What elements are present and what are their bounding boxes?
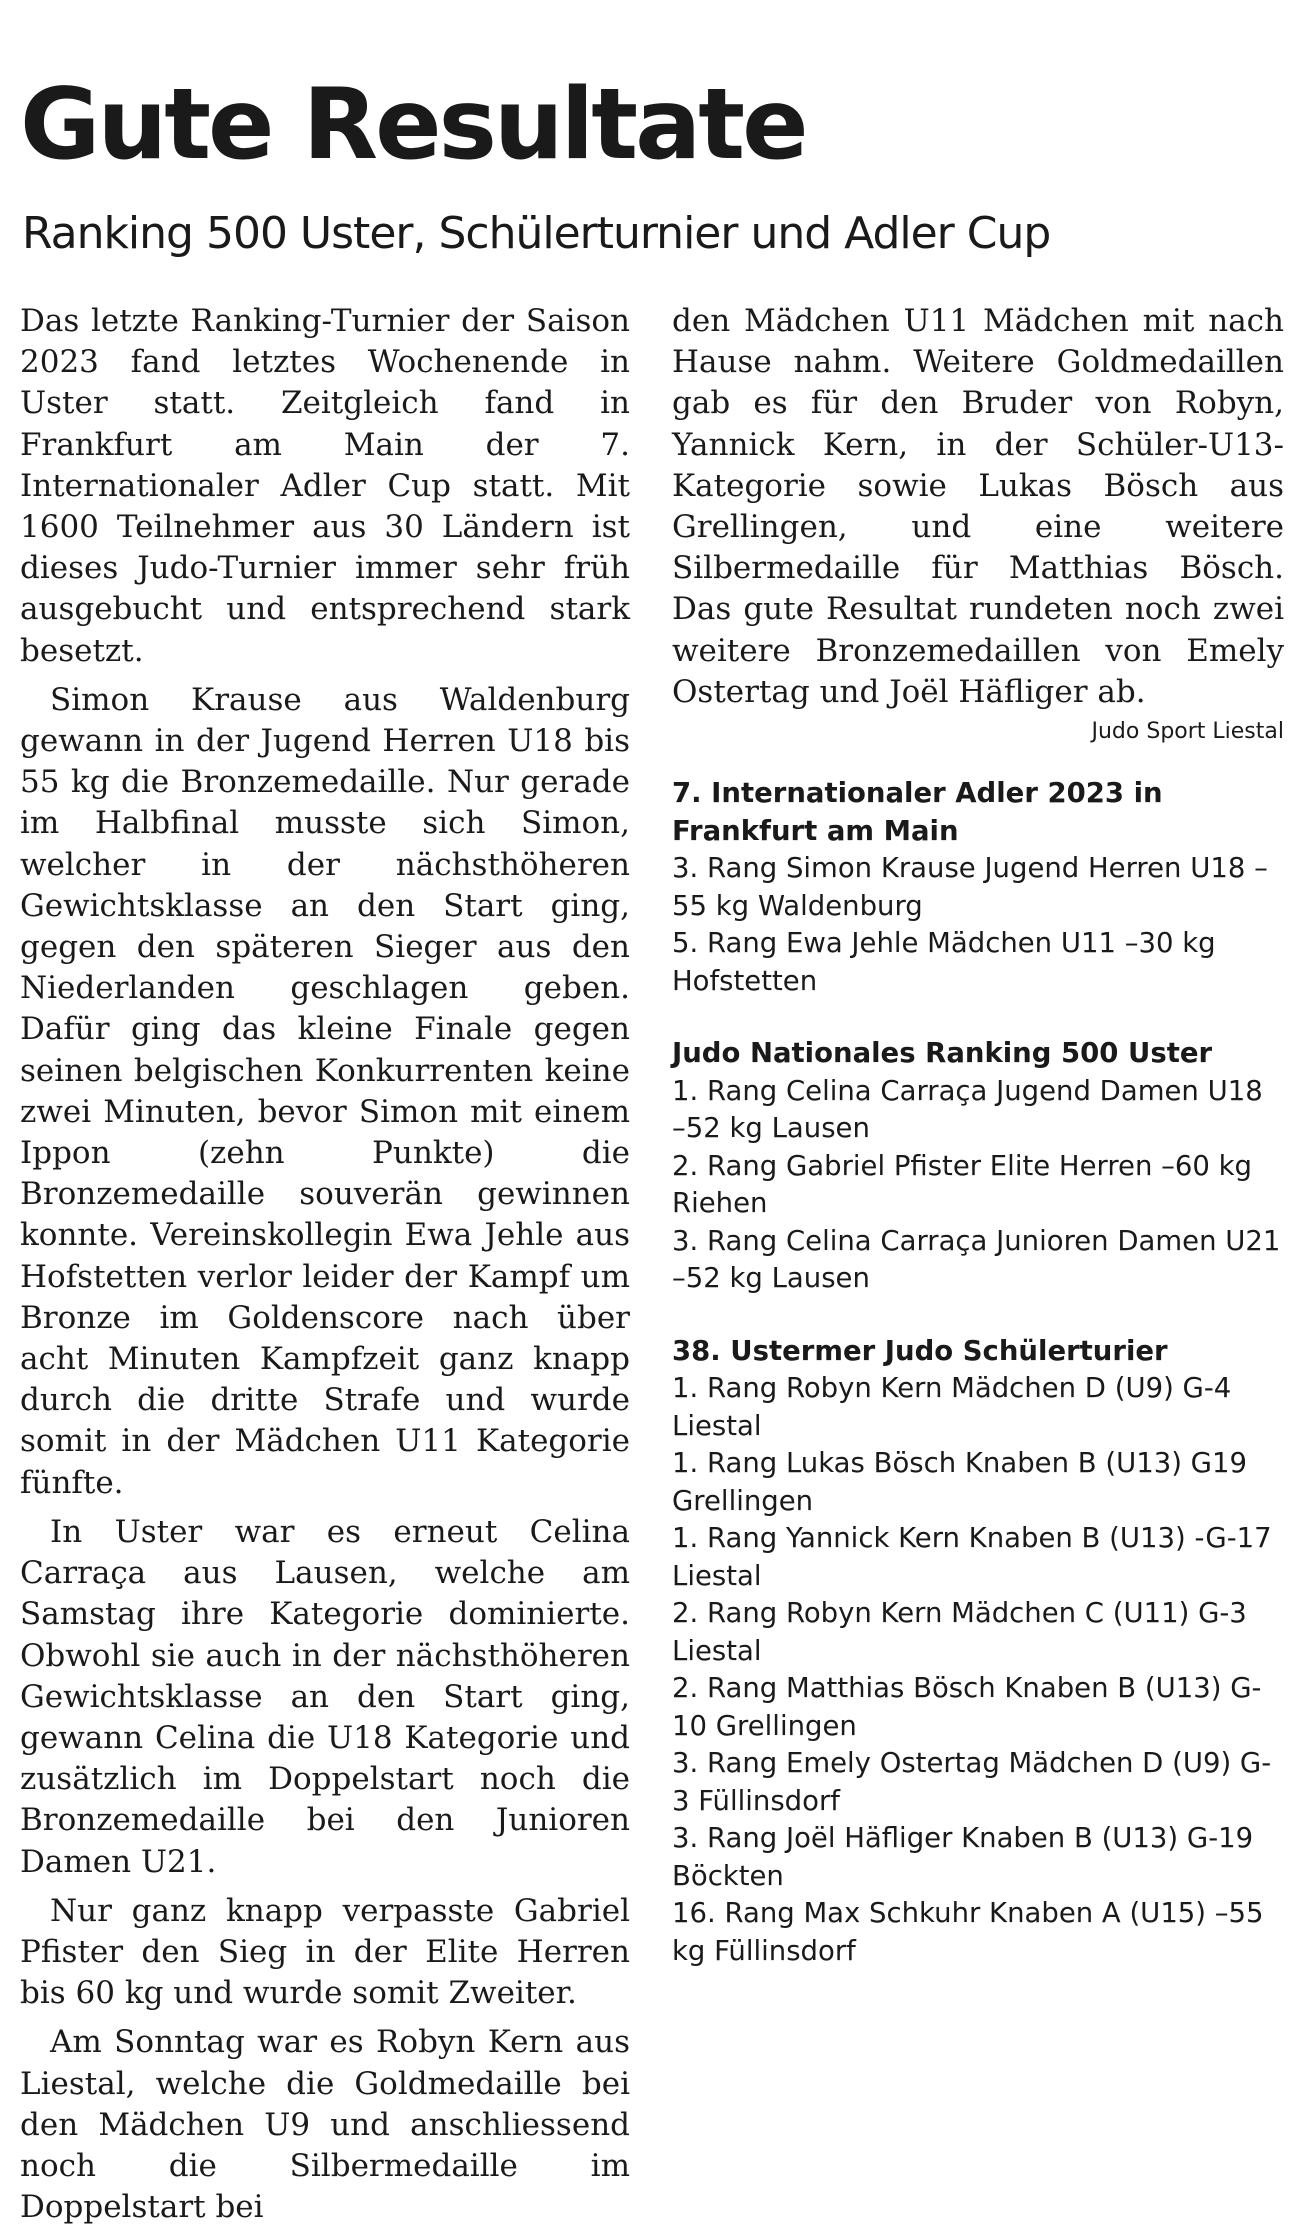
article-body-right-column xyxy=(672,301,1284,2005)
result-item: 2. Rang Gabriel Pfister Elite Herren –60 kg Riehen xyxy=(672,1149,1252,1220)
result-item: 2. Rang Robyn Kern Mädchen C (U11) G-3 Liestal xyxy=(672,1597,1247,1667)
result-item: 16. Rang Max Schkuhr Knaben A (U15) –55 kg Füllinsdorf xyxy=(672,1897,1264,1967)
result-item: 1. Rang Lukas Bösch Knaben B (U13) G19 Grellingen xyxy=(672,1447,1247,1517)
results-section-ranking-uster xyxy=(672,1035,1284,1298)
results-section-title: Judo Nationales Ranking 500 Uster xyxy=(672,1037,1213,1070)
article-body-left-column xyxy=(20,301,630,2236)
body-paragraph: Nur ganz knapp verpasste Gabriel Pfister den Sieg in der Elite Herren bis 60 kg und wurde somit Zweiter. xyxy=(20,1892,630,2012)
result-item: 3. Rang Simon Krause Jugend Herren U18 –55 kg Waldenburg xyxy=(672,852,1268,922)
results-section-title: 7. Internationaler Adler 2023 in Frankfurt am Main xyxy=(672,777,1163,847)
result-item: 2. Rang Matthias Bösch Knaben B (U13) G-10 Grellingen xyxy=(672,1672,1262,1742)
result-item: 1. Rang Celina Carraça Jugend Damen U18 –52 kg Lausen xyxy=(672,1074,1263,1145)
results-box xyxy=(672,775,1284,1970)
result-item: 1. Rang Yannick Kern Knaben B (U13) -G-17 Liestal xyxy=(672,1522,1272,1592)
body-paragraph: Das letzte Ranking-Turnier der Saison 2023 fand letztes Wochenende in Uster statt. Zeitgleich fand in Frankfurt am Main der 7. Internationaler Adler Cup statt. Mit 1600 Teilnehmer aus 30 Ländern ist dieses Judo-Turnier immer sehr früh ausgebucht und entsprechend stark besetzt. xyxy=(20,303,630,669)
subheadline: Ranking 500 Uster, Schülerturnier und Adler Cup xyxy=(22,208,1051,259)
headline: Gute Resultate xyxy=(20,68,806,182)
body-paragraph: Simon Krause aus Waldenburg gewann in der Jugend Herren U18 bis 55 kg die Bronzemedaille. Nur gerade im Halbfinal musste sich Simon, welcher in der nächsthöheren Gewichtsklasse an den Start ging, gegen den späteren Sieger aus den Niederlanden geschlagen geben. Dafür ging das kleine Finale gegen seinen belgischen Konkurrenten keine zwei Minuten, bevor Simon mit einem Ippon (zehn Punkte) die Bronzemedaille souverän gewinnen konnte. Vereinskollegin Ewa Jehle aus Hofstetten verlor leider der Kampf um Bronze im Goldenscore nach über acht Minuten Kampfzeit ganz knapp durch die dritte Strafe und wurde somit in der Mädchen U11 Kategorie fünfte. xyxy=(20,681,630,1501)
results-section-adler-cup xyxy=(672,775,1284,1000)
result-item: 5. Rang Ewa Jehle Mädchen U11 –30 kg Hofstetten xyxy=(672,927,1216,997)
body-continuation: den Mädchen U11 Mädchen mit nach Hause nahm. Weitere Goldmedaillen gab es für den Bruder von Robyn, Yannick Kern, in der Schüler-U13-Kategorie sowie Lukas Bösch aus Grellingen, und eine weitere Silbermedaille für Matthias Bösch. Das gute Resultat rundeten noch zwei weitere Bronzemedaillen von Emely Ostertag und Joël Häfliger ab. xyxy=(672,303,1284,710)
body-paragraph: In Uster war es erneut Celina Carraça aus Lausen, welche am Samstag ihre Kategorie dominierte. Obwohl sie auch in der nächsthöheren Gewichtsklasse an den Start ging, gewann Celina die U18 Kategorie und zusätzlich im Doppelstart noch die Bronzemedaille bei den Junioren Damen U21. xyxy=(20,1513,630,1880)
result-item: 3. Rang Emely Ostertag Mädchen D (U9) G-3 Füllinsdorf xyxy=(672,1747,1272,1817)
results-section-schuelerturnier xyxy=(672,1333,1284,1971)
result-item: 1. Rang Robyn Kern Mädchen D (U9) G-4 Liestal xyxy=(672,1372,1232,1442)
result-item: 3. Rang Joël Häfliger Knaben B (U13) G-19 Böckten xyxy=(672,1822,1254,1892)
result-item: 3. Rang Celina Carraça Junioren Damen U21 –52 kg Lausen xyxy=(672,1224,1281,1295)
author-credit: Judo Sport Liestal xyxy=(1091,719,1284,745)
results-section-title: 38. Ustermer Judo Schülerturier xyxy=(672,1334,1168,1367)
body-paragraph: Am Sonntag war es Robyn Kern aus Liestal, welche die Goldmedaille bei den Mädchen U9 und anschliessend noch die Silbermedaille im Doppelstart bei xyxy=(20,2024,630,2226)
